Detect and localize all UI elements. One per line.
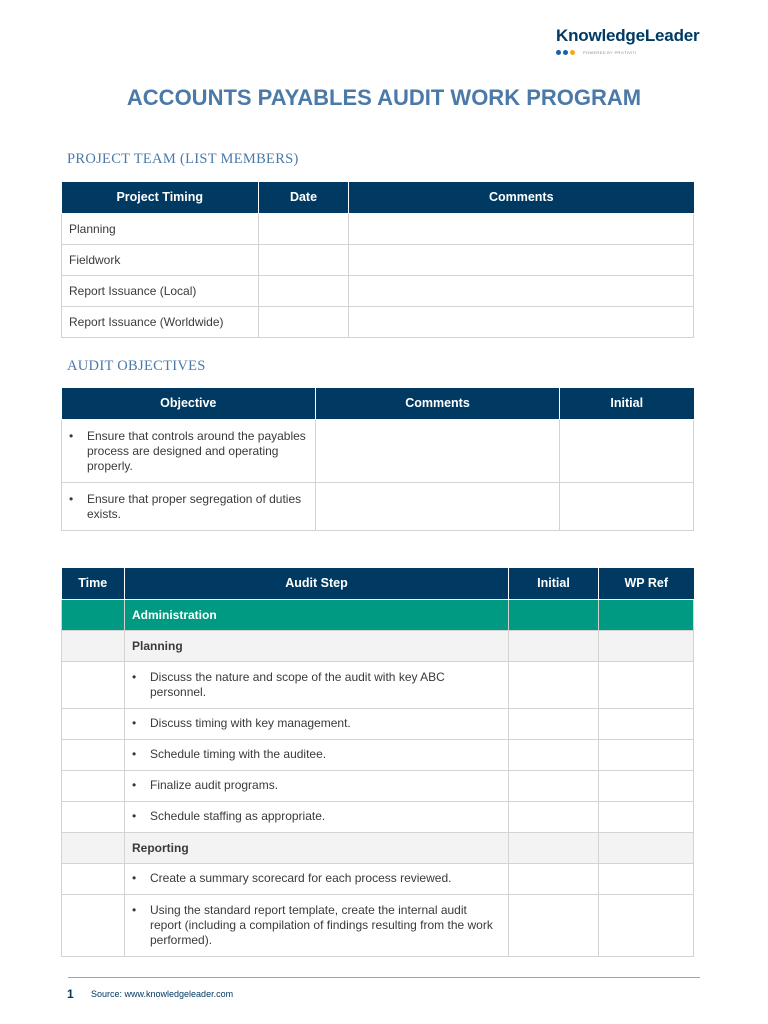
column-header-audit-step: Audit Step [125, 568, 509, 599]
comments-cell[interactable] [316, 482, 560, 530]
wp-ref-cell[interactable] [599, 801, 694, 832]
column-header-initial: Initial [509, 568, 599, 599]
bullet-icon: • [132, 871, 137, 885]
audit-steps-table [61, 568, 694, 957]
footer-divider [68, 977, 700, 978]
source-link[interactable]: Source: www.knowledgeleader.com [91, 989, 234, 999]
column-header-date: Date [259, 182, 349, 213]
bullet-icon: • [69, 491, 74, 506]
audit-step-cell [125, 863, 509, 894]
subsection-row-reporting [62, 832, 694, 863]
date-cell[interactable] [259, 213, 349, 244]
timing-label: Report Issuance (Worldwide) [62, 306, 259, 337]
subsection-label: Planning [125, 630, 509, 661]
table-row [62, 863, 694, 894]
audit-step-cell [125, 770, 509, 801]
wp-ref-cell[interactable] [599, 894, 694, 956]
column-header-objective: Objective [62, 388, 316, 419]
audit-step-text: Create a summary scorecard for each process reviewed. [150, 871, 452, 885]
table-header-row [62, 388, 694, 419]
page-number: 1 [67, 987, 74, 1001]
table-row [62, 419, 694, 482]
audit-objectives-table [61, 388, 694, 531]
wp-ref-cell[interactable] [599, 661, 694, 708]
bullet-icon: • [132, 747, 137, 761]
subsection-row-planning [62, 630, 694, 661]
section-label: Administration [125, 599, 509, 630]
knowledgeleader-logo [556, 26, 716, 55]
time-cell[interactable] [62, 770, 125, 801]
comments-cell[interactable] [349, 213, 694, 244]
section-row-administration [62, 599, 694, 630]
audit-step-text: Schedule staffing as appropriate. [150, 809, 326, 823]
comments-cell[interactable] [349, 275, 694, 306]
objective-text: Ensure that proper segregation of duties exists. [87, 491, 302, 521]
date-cell[interactable] [259, 244, 349, 275]
table-row [62, 661, 694, 708]
column-header-wp-ref: WP Ref [599, 568, 694, 599]
comments-cell[interactable] [349, 244, 694, 275]
time-cell[interactable] [62, 894, 125, 956]
audit-step-text: Finalize audit programs. [150, 778, 279, 792]
objective-cell [62, 482, 316, 530]
table-header-row [62, 568, 694, 599]
project-team-heading: PROJECT TEAM (LIST MEMBERS) [67, 151, 299, 167]
table-row [62, 894, 694, 956]
time-cell[interactable] [62, 863, 125, 894]
wp-ref-cell[interactable] [599, 863, 694, 894]
table-row [62, 708, 694, 739]
initial-cell[interactable] [560, 482, 694, 530]
logo-tagline: POWERED BY PROTIVITI [583, 50, 637, 55]
bullet-icon: • [132, 902, 137, 917]
initial-cell[interactable] [509, 894, 599, 956]
table-row [62, 275, 694, 306]
wp-ref-cell[interactable] [599, 770, 694, 801]
table-row [62, 213, 694, 244]
bullet-icon: • [69, 428, 74, 443]
initial-cell[interactable] [509, 863, 599, 894]
date-cell[interactable] [259, 275, 349, 306]
initial-cell[interactable] [509, 739, 599, 770]
bullet-icon: • [132, 809, 137, 823]
audit-step-cell [125, 801, 509, 832]
subsection-label: Reporting [125, 832, 509, 863]
table-row [62, 739, 694, 770]
audit-step-cell [125, 708, 509, 739]
audit-step-cell [125, 894, 509, 956]
time-cell[interactable] [62, 708, 125, 739]
table-row [62, 306, 694, 337]
comments-cell[interactable] [316, 419, 560, 482]
table-row [62, 801, 694, 832]
audit-step-text: Discuss timing with key management. [150, 716, 351, 730]
comments-cell[interactable] [349, 306, 694, 337]
logo-brand-text: KnowledgeLeader [556, 26, 700, 45]
objective-cell [62, 419, 316, 482]
audit-objectives-heading: AUDIT OBJECTIVES [67, 358, 206, 374]
timing-label: Report Issuance (Local) [62, 275, 259, 306]
table-row [62, 244, 694, 275]
audit-step-text: Using the standard report template, create the internal audit report (including a compilation of findings resulting from the work performed). [150, 902, 493, 947]
audit-step-text: Schedule timing with the auditee. [150, 747, 327, 761]
logo-sub [556, 50, 716, 55]
table-header-row [62, 182, 694, 213]
objective-text: Ensure that controls around the payables process are designed and operating properly. [87, 428, 306, 473]
audit-step-cell [125, 739, 509, 770]
page-title: ACCOUNTS PAYABLES AUDIT WORK PROGRAM [126, 85, 642, 110]
time-cell[interactable] [62, 739, 125, 770]
wp-ref-cell[interactable] [599, 708, 694, 739]
table-row [62, 482, 694, 530]
initial-cell[interactable] [509, 708, 599, 739]
column-header-time: Time [62, 568, 125, 599]
date-cell[interactable] [259, 306, 349, 337]
initial-cell[interactable] [560, 419, 694, 482]
timing-label: Planning [62, 213, 259, 244]
column-header-comments: Comments [349, 182, 694, 213]
audit-step-cell [125, 661, 509, 708]
project-timing-table [61, 182, 694, 338]
initial-cell[interactable] [509, 770, 599, 801]
bullet-icon: • [132, 716, 137, 730]
wp-ref-cell[interactable] [599, 739, 694, 770]
timing-label: Fieldwork [62, 244, 259, 275]
audit-step-text: Discuss the nature and scope of the audit with key ABC personnel. [150, 669, 445, 699]
column-header-comments: Comments [316, 388, 560, 419]
bullet-icon: • [132, 778, 137, 792]
initial-cell[interactable] [509, 801, 599, 832]
time-cell[interactable] [62, 661, 125, 708]
initial-cell[interactable] [509, 661, 599, 708]
table-row [62, 770, 694, 801]
column-header-project-timing: Project Timing [62, 182, 259, 213]
column-header-initial: Initial [560, 388, 694, 419]
bullet-icon: • [132, 669, 137, 684]
logo-dots-icon [556, 50, 575, 55]
time-cell[interactable] [62, 801, 125, 832]
